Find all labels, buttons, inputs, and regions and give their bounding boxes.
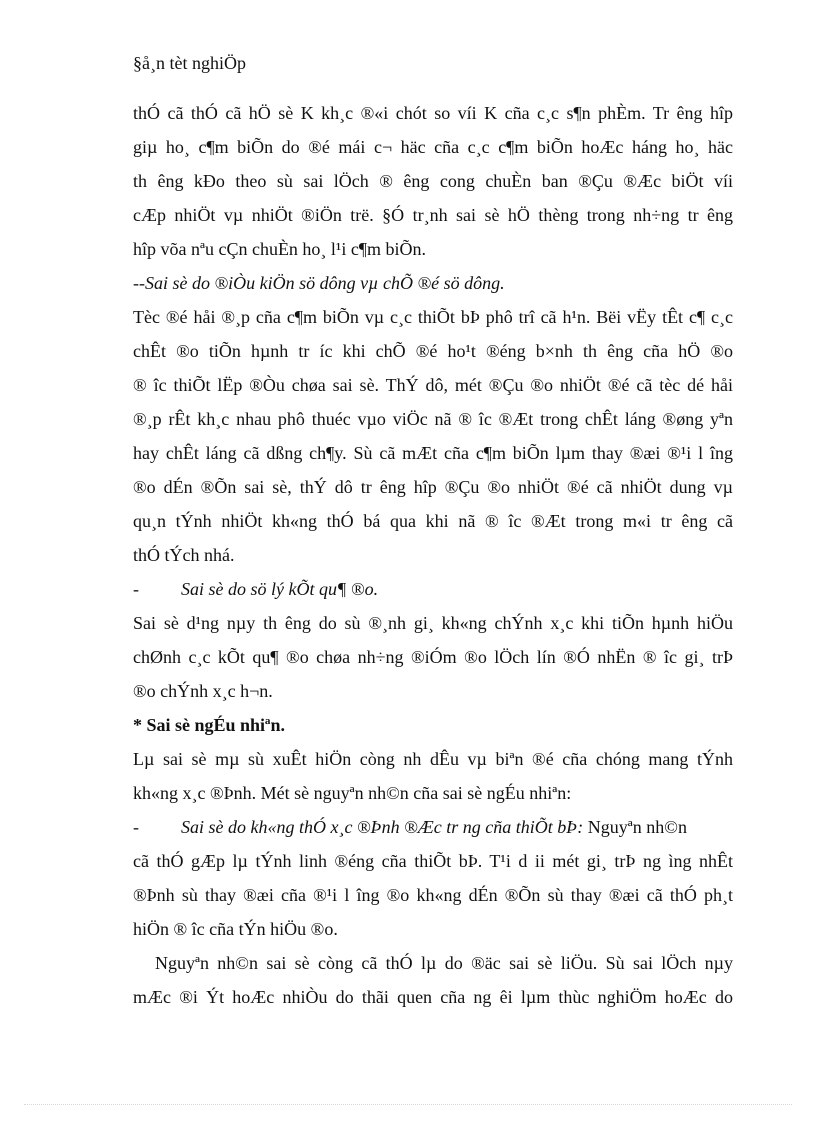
text-line: hiÖn ® îc cña tÝn hiÖu ®o. <box>133 919 338 939</box>
body-text <box>133 96 733 1014</box>
page-bottom-divider <box>24 1104 792 1105</box>
text-line: hîp võa nªu cÇn chuÈn ho¸ l¹i c¶m biÕn. <box>133 239 426 259</box>
text-line: thÓ cã thÓ cã hÖ sè K kh¸c ®«i chót so víi K cña c¸c s¶n phÈm. Tr êng hîp <box>133 103 733 123</box>
bullet-text <box>181 810 733 844</box>
text-line: thÓ tÝch nhá. <box>133 545 235 565</box>
text-line: ®Þnh sù thay ®æi cña ®¹i l îng ®o kh«ng dÉn ®Õn sù thay ®æi cã thÓ ph¸t <box>133 885 733 905</box>
bullet-item <box>133 810 733 844</box>
text-line: Nguyªn nh©n sai sè còng cã thÓ lµ do ®äc sai sè liÖu. Sù sai lÖch nµy <box>155 953 733 973</box>
text-line: cÆp nhiÖt vµ nhiÖt ®iÖn trë. §Ó tr¸nh sai sè hÖ thèng trong nh÷ng tr êng <box>133 205 733 225</box>
text-line: th êng kÐo theo sù sai lÖch ® êng cong chuÈn ban ®Çu ®Æc biÖt víi <box>133 171 733 191</box>
bullet-item <box>133 572 733 606</box>
section-heading: * Sai sè ngÉu nhiªn. <box>133 715 285 735</box>
bullet-text: Sai sè do sö lý kÕt qu¶ ®o. <box>181 579 379 599</box>
text-line: Tèc ®é håi ®¸p cña c¶m biÕn vµ c¸c thiÕt bÞ phô trî cã h¹n. Bëi vËy tÊt c¶ c¸c <box>133 307 733 327</box>
text-line: chØnh c¸c kÕt qu¶ ®o chøa nh÷ng ®iÓm ®o lÖch lín ®Ó nhËn ® îc gi¸ trÞ <box>133 647 733 667</box>
bullet-normal-part: Nguyªn nh©n <box>583 817 687 837</box>
page-header: §å¸n tèt nghiÖp <box>133 53 246 73</box>
text-line: giµ ho¸ c¶m biÕn do ®é mái c¬ häc cña c¸c c¶m biÕn hoÆc háng ho¸ häc <box>133 137 733 157</box>
text-line: mÆc ®i Ýt hoÆc nhiÒu do thãi quen cña ng êi lµm thùc nghiÖm hoÆc do <box>133 987 733 1007</box>
text-line: qu¸n tÝnh nhiÖt kh«ng thÓ bá qua khi nã ® îc ®Æt trong m«i tr êng cã <box>133 511 733 531</box>
subheading-italic: --Sai sè do ®iÒu kiÖn sö dông vµ chÕ ®é sö dông. <box>133 273 505 293</box>
text-line: chÊt ®o tiÕn hµnh tr íc khi chÕ ®é ho¹t ®éng b×nh th êng cña hÖ ®o <box>133 341 733 361</box>
text-line: ®¸p rÊt kh¸c nhau phô thuéc vµo viÖc nã ® îc ®Æt trong chÊt láng ®øng yªn <box>133 409 733 429</box>
text-line: cã thÓ gÆp lµ tÝnh linh ®éng cña thiÕt bÞ. T¹i d ii mét gi¸ trÞ ng ìng nhÊt <box>133 851 733 871</box>
text-line: ®o chÝnh x¸c h¬n. <box>133 681 273 701</box>
text-line: ®o dÉn ®Õn sai sè, thÝ dô tr êng hîp ®Çu ®o nhiÖt ®é cã nhiÖt dung vµ <box>133 477 733 497</box>
bullet-italic-part: Sai sè do kh«ng thÓ x¸c ®Þnh ®Æc tr ng cña thiÕt bÞ: <box>181 817 584 837</box>
text-line: ® îc thiÕt lËp ®Òu chøa sai sè. ThÝ dô, mét ®Çu ®o nhiÖt ®é cã tèc dé håi <box>133 375 733 395</box>
text-line: hay chÊt láng cã dßng ch¶y. Sù cã mÆt cña c¶m biÕn lµm thay ®æi ®¹i l îng <box>133 443 733 463</box>
bullet-dash: - <box>133 579 139 599</box>
text-line: Lµ sai sè mµ sù xuÊt hiÖn còng nh dÊu vµ biªn ®é cña chóng mang tÝnh <box>133 749 733 769</box>
text-line: Sai sè d¹ng nµy th êng do sù ®¸nh gi¸ kh«ng chÝnh x¸c khi tiÕn hµnh hiÖu <box>133 613 733 633</box>
text-line: kh«ng x¸c ®Þnh. Mét sè nguyªn nh©n cña sai sè ngÉu nhiªn: <box>133 783 572 803</box>
bullet-dash: - <box>133 817 139 837</box>
